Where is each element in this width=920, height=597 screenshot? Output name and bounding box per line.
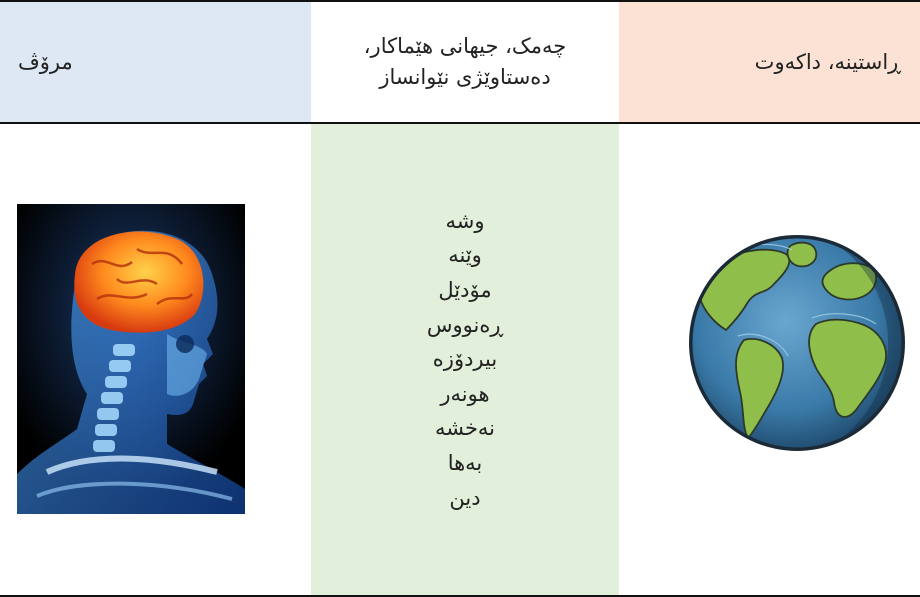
brain-xray-icon bbox=[17, 204, 245, 514]
header-cell-concept bbox=[311, 2, 619, 122]
list-item: بەها bbox=[447, 450, 483, 475]
header-concept-line2: دەستاوێژی نێوانساز bbox=[379, 65, 551, 89]
brain-image bbox=[17, 204, 245, 514]
concept-body-cell bbox=[311, 124, 619, 595]
list-item: هونەر bbox=[440, 381, 490, 406]
concept-word-list bbox=[427, 204, 503, 515]
earth-globe-icon bbox=[686, 232, 908, 454]
globe-image bbox=[686, 232, 908, 454]
list-item: وشە bbox=[445, 208, 485, 233]
list-item: مۆدێل bbox=[438, 278, 492, 303]
list-item: دین bbox=[449, 485, 481, 510]
list-item: بیردۆزە bbox=[432, 347, 498, 372]
list-item: ڕەنووس bbox=[426, 312, 504, 337]
header-reality-label: ڕاستینە، داکەوت bbox=[754, 49, 901, 74]
header-cell-reality bbox=[619, 2, 920, 122]
header-concept-line1: چەمک، جیهانی هێماکار، bbox=[363, 34, 567, 58]
header-cell-human bbox=[0, 2, 311, 122]
list-item: وێنە bbox=[448, 243, 482, 268]
header-human-label: مرۆڤ bbox=[18, 49, 73, 74]
list-item: نەخشە bbox=[434, 416, 496, 441]
